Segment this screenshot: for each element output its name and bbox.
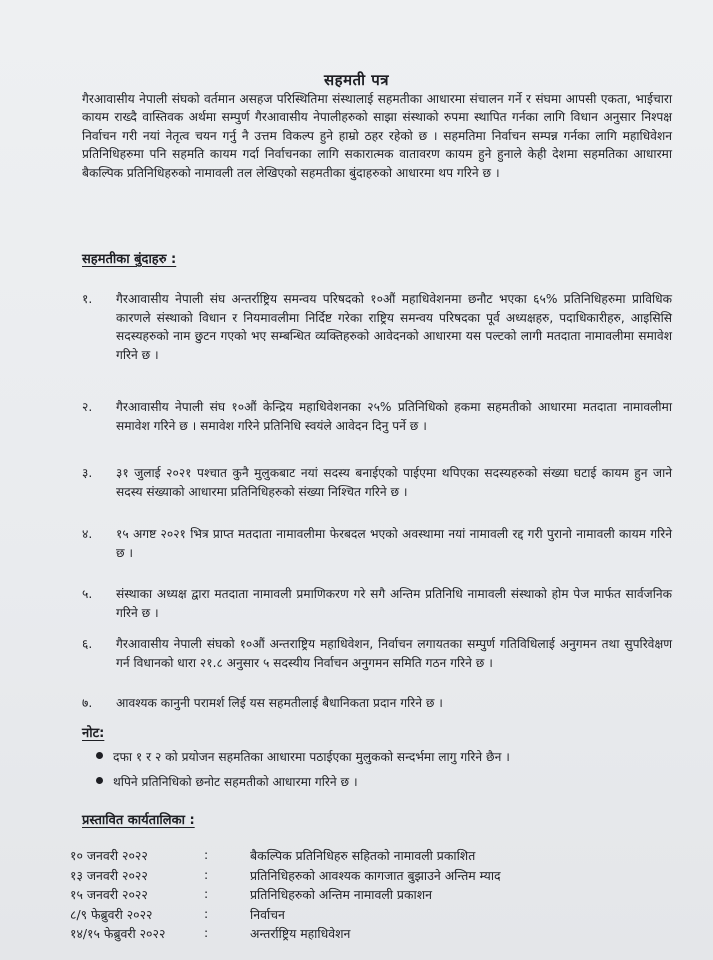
point-text: गैरआवासीय नेपाली संघ १०औं केन्द्रिय महाधिवेशनका २५% प्रतिनिधिको हकमा सहमतीको आधारमा मतदाता नामावलीमा समावेश गरिने छ । समावेश गरिने प्रतिनिधि स्वयंले आवेदन दिनु पर्ने छ । — [116, 400, 672, 433]
note-item — [96, 773, 358, 791]
schedule-heading: प्रस्तावित कार्यतालिका : — [82, 813, 195, 828]
point-item — [82, 398, 672, 435]
schedule-date: १० जनवरी २०२२ — [70, 848, 148, 863]
schedule-event: अन्तर्राष्ट्रिय महाधिवेशन — [250, 926, 351, 942]
note-text: थपिने प्रतिनिधिको छनोट सहमतीको आधारमा गरिने छ । — [113, 775, 358, 789]
schedule-colon: : — [204, 847, 209, 862]
schedule-date: ८/९ फेब्रुवरी २०२२ — [70, 906, 153, 922]
point-text: संस्थाका अध्यक्ष द्वारा मतदाता नामावली प्रमाणिकरण गरे सगै अन्तिम प्रतिनिधि नामावली संस्थाको होम पेज मार्फत सार्वजनिक गरिने छ । — [116, 587, 672, 620]
point-number: ७. — [82, 696, 93, 710]
schedule-event: बैकल्पिक प्रतिनिधिहरु सहितको नामावली प्रकाशित — [250, 848, 476, 863]
note-heading: नोट: — [82, 726, 105, 741]
schedule-date: १५ जनवरी २०२२ — [70, 887, 148, 903]
schedule-colon: : — [204, 866, 209, 882]
point-number: ४. — [82, 527, 93, 541]
schedule-event: प्रतिनिधिहरुको आवश्यक कागजात बुझाउने अन्तिम म्याद — [250, 867, 501, 883]
point-item — [82, 585, 672, 622]
schedule-date: १४/१५ फेब्रुवरी २०२२ — [70, 926, 166, 942]
point-number: ५. — [82, 587, 93, 601]
bullet-icon — [96, 777, 103, 784]
schedule-colon: : — [204, 925, 209, 941]
schedule-row — [70, 847, 670, 867]
point-number: ३. — [82, 466, 93, 480]
bullet-icon — [96, 752, 103, 759]
point-text: गैरआवासीय नेपाली संघ अन्तर्राष्ट्रिय समन्वय परिषदको १०औं महाधिवेशनमा छनौट भएका ६५% प्रतिनिधिहरुमा प्राविधिक कारणले संस्थाको विधान र नियमावलीमा निर्दिष्ट गरेका राष्ट्रिय समन्वय परिषदका पूर्व अध्यक्षहरु, पदाधिकारीहरु, आइसिसि सदस्यहरुको नाम छुटन गएको भए सम्बन्धित व्यक्तिहरुको आवेदनको आधारमा यस पल्टको लागी मतदाता नामावलीमा समावेश गरिने छ । — [116, 292, 672, 362]
note-item — [96, 748, 510, 766]
note-text: दफा १ र २ को प्रयोजन सहमतिका आधारमा पठाईएका मुलुकको सन्दर्भमा लागु गरिने छैन । — [113, 750, 510, 764]
schedule-row — [70, 925, 670, 945]
point-number: १. — [82, 292, 93, 306]
point-item — [82, 694, 672, 713]
schedule-row — [70, 906, 670, 926]
schedule-row — [70, 867, 670, 887]
point-item — [82, 525, 672, 562]
intro-paragraph: गैरआवासीय नेपाली संघको वर्तमान असहज परिस्थितिमा संस्थालाई सहमतीका आधारमा संचालन गर्ने र संघमा आपसी एकता, भाईचारा कायम राख्दै वास्तिवक अर्थमा सम्पुर्ण गैरआवासीय नेपालीहरुको साझा संस्थाको रुपमा स्थापित गर्नका लागि विधान अनुसार निश्पक्ष निर्वाचन गरी नयां नेतृत्व चयन गर्नु नै उत्तम विकल्प हुने हाम्रो ठहर रहेको छ । सहमतिमा निर्वाचन सम्पन्न गर्नका लागि महाधिवेशन प्रतिनिधिहरुमा पनि सहमति कायम गर्दा निर्वाचनका लागि सकारात्मक वातावरण कायम हुने हुनाले केही देशमा सहमतिका आधारमा बैकल्पिक प्रतिनिधिहरुको नामावली तल लेखिएको सहमतीका बुंदाहरुको आधारमा थप गरिने छ । — [82, 92, 672, 180]
point-number: ६. — [82, 637, 93, 651]
schedule-row — [70, 886, 670, 906]
schedule-date: १३ जनवरी २०२२ — [70, 867, 148, 883]
point-text: आवश्यक कानुनी परामर्श लिई यस सहमतीलाई बैधानिकता प्रदान गरिने छ । — [116, 696, 443, 710]
point-text: गैरआवासीय नेपाली संघको १०औं अन्तराष्ट्रिय महाधिवेशन, निर्वाचन लगायतका सम्पुर्ण गतिविधिलाई अनुगमन तथा सुपरिवेक्षण गर्न विधानको धारा २१.८ अनुसार ५ सदस्यीय निर्वाचन अनुगमन समिति गठन गरिने छ । — [116, 637, 672, 670]
point-item — [82, 635, 672, 672]
schedule-event: निर्वाचन — [250, 906, 285, 922]
point-item — [82, 290, 672, 364]
point-text: १५ अगष्ट २०२१ भित्र प्राप्त मतदाता नामावलीमा फेरबदल भएको अवस्थामा नयां नामावली रद्द गरी पुरानो नामावली कायम गरिने छ । — [116, 527, 672, 560]
point-item — [82, 464, 672, 501]
point-number: २. — [82, 400, 93, 414]
point-text: ३१ जुलाई २०२१ पश्चात कुनै मुलुकबाट नयां सदस्य बनाईएको पाईएमा थपिएका सदस्यहरुको संख्या घटाई कायम हुन जाने सदस्य संख्याको आधारमा प्रतिनिधिहरुको संख्या निश्चित गरिने छ । — [116, 466, 672, 499]
schedule-colon: : — [204, 886, 209, 902]
schedule-colon: : — [204, 905, 209, 921]
document-title: सहमती पत्र — [323, 71, 390, 89]
schedule-list — [70, 847, 670, 945]
schedule-event: प्रतिनिधिहरुको अन्तिम नामावली प्रकाशन — [250, 887, 433, 903]
points-heading: सहमतीका बुंदाहरु : — [82, 252, 177, 267]
